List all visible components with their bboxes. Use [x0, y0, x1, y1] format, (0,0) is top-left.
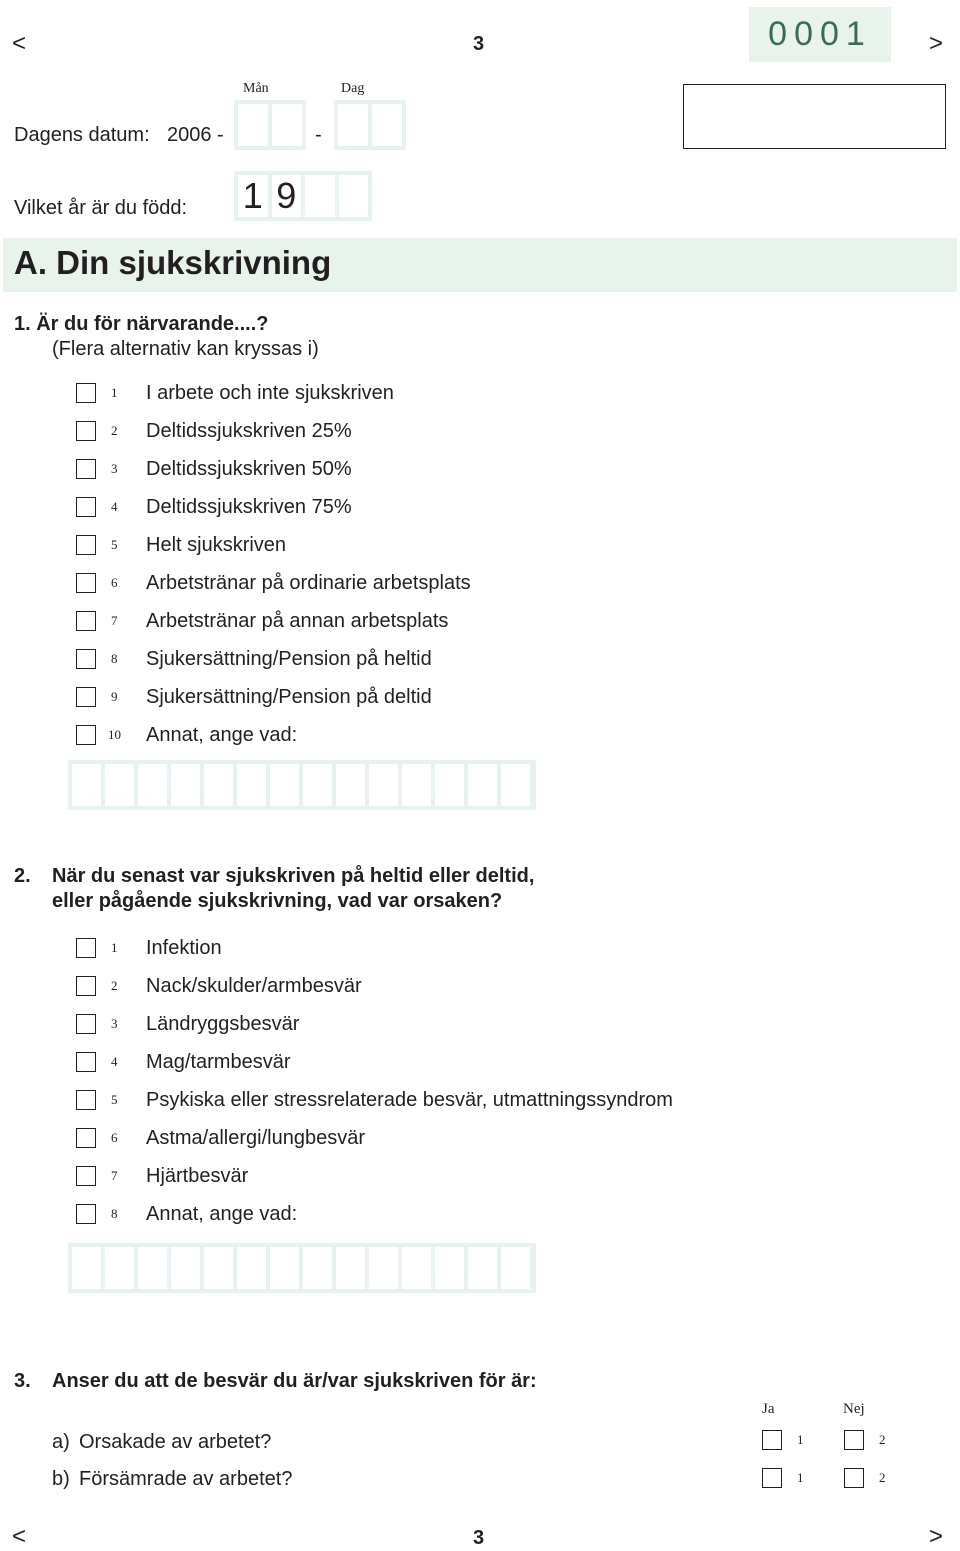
- option-label: Infektion: [146, 936, 222, 959]
- option-number: 10: [108, 727, 121, 742]
- q3b-yes-checkbox[interactable]: [762, 1468, 782, 1488]
- option-number: 9: [111, 689, 118, 704]
- footer-page-number: 3: [473, 1527, 485, 1549]
- month-caption: Mån: [243, 81, 269, 96]
- birth-digit-4[interactable]: [339, 175, 369, 217]
- footer-next-arrow[interactable]: >: [929, 1523, 944, 1550]
- letter-cell[interactable]: [369, 1247, 398, 1289]
- checkbox[interactable]: [76, 459, 96, 479]
- q2-title-line2: eller pågående sjukskrivning, vad var orsaken?: [52, 890, 503, 912]
- footer-prev-arrow[interactable]: <: [12, 1523, 27, 1550]
- letter-cell[interactable]: [138, 764, 167, 806]
- letter-cell[interactable]: [237, 1247, 266, 1289]
- option-label: Helt sjukskriven: [146, 533, 287, 556]
- q2-option[interactable]: [76, 1012, 299, 1036]
- q3a-yes-checkbox[interactable]: [762, 1430, 782, 1450]
- q1-option[interactable]: [76, 457, 352, 481]
- q3a-text: Orsakade av arbetet?: [79, 1431, 272, 1453]
- option-label: Annat, ange vad:: [146, 723, 298, 746]
- option-label: Deltidssjukskriven 25%: [146, 419, 352, 442]
- option-label: Nack/skulder/armbesvär: [146, 974, 362, 997]
- q3a-letter: a): [52, 1431, 70, 1453]
- q1-option[interactable]: [76, 533, 286, 557]
- letter-cell[interactable]: [138, 1247, 167, 1289]
- option-number: 5: [111, 537, 118, 552]
- letter-cell[interactable]: [270, 764, 299, 806]
- checkbox[interactable]: [76, 1204, 96, 1224]
- letter-cell[interactable]: [270, 1247, 299, 1289]
- checkbox[interactable]: [76, 938, 96, 958]
- birth-digit-3[interactable]: [305, 175, 335, 217]
- yes-column-label: Ja: [762, 1401, 775, 1417]
- checkbox[interactable]: [76, 421, 96, 441]
- prev-page-arrow[interactable]: <: [12, 30, 27, 57]
- q2-option[interactable]: [76, 1202, 297, 1226]
- birth-digit-1[interactable]: 1: [238, 175, 268, 217]
- month-digit-2[interactable]: [272, 104, 302, 146]
- checkbox[interactable]: [76, 535, 96, 555]
- month-input[interactable]: [234, 100, 306, 150]
- q1-option[interactable]: [76, 495, 352, 519]
- letter-cell[interactable]: [171, 764, 200, 806]
- letter-cell[interactable]: [105, 1247, 134, 1289]
- option-label: Annat, ange vad:: [146, 1202, 298, 1225]
- option-label: Mag/tarmbesvär: [146, 1050, 291, 1073]
- option-label: Sjukersättning/Pension på deltid: [146, 685, 432, 708]
- letter-cell[interactable]: [72, 1247, 101, 1289]
- checkbox[interactable]: [76, 1014, 96, 1034]
- letter-cell[interactable]: [501, 764, 530, 806]
- q3a-no-number: 2: [879, 1432, 886, 1447]
- q2-option[interactable]: [76, 1050, 291, 1074]
- checkbox[interactable]: [76, 611, 96, 631]
- option-number: 3: [111, 1016, 118, 1031]
- day-digit-2[interactable]: [372, 104, 402, 146]
- day-input[interactable]: [334, 100, 406, 150]
- checkbox[interactable]: [76, 497, 96, 517]
- option-label: Deltidssjukskriven 50%: [146, 457, 352, 480]
- letter-cell[interactable]: [369, 764, 398, 806]
- option-label: Psykiska eller stressrelaterade besvär, utmattningssyndrom: [146, 1088, 673, 1111]
- free-text-box[interactable]: [683, 84, 946, 149]
- checkbox[interactable]: [76, 725, 96, 745]
- option-label: Arbetstränar på annan arbetsplats: [146, 609, 449, 632]
- option-label: Astma/allergi/lungbesvär: [146, 1126, 365, 1149]
- q1-option[interactable]: [76, 419, 352, 443]
- letter-cell[interactable]: [204, 1247, 233, 1289]
- q3b-no-checkbox[interactable]: [844, 1468, 864, 1488]
- q1-subtitle: (Flera alternativ kan kryssas i): [52, 338, 319, 360]
- q1-option[interactable]: [76, 647, 432, 671]
- letter-cell[interactable]: [435, 764, 464, 806]
- option-number: 5: [111, 1092, 118, 1107]
- checkbox[interactable]: [76, 976, 96, 996]
- letter-cell[interactable]: [204, 764, 233, 806]
- letter-cell[interactable]: [402, 1247, 431, 1289]
- checkbox[interactable]: [76, 1052, 96, 1072]
- option-number: 4: [111, 1054, 118, 1069]
- birth-digit-2[interactable]: 9: [272, 175, 302, 217]
- option-number: 2: [111, 978, 118, 993]
- q3b-yes-number: 1: [797, 1470, 804, 1485]
- q3-number: 3.: [14, 1370, 31, 1392]
- option-number: 8: [111, 651, 118, 666]
- letter-cell[interactable]: [171, 1247, 200, 1289]
- checkbox[interactable]: [76, 383, 96, 403]
- option-number: 1: [111, 385, 118, 400]
- page-number: 3: [473, 33, 485, 55]
- checkbox[interactable]: [76, 1090, 96, 1110]
- letter-cell[interactable]: [72, 764, 101, 806]
- q2-other-input[interactable]: [68, 1243, 536, 1293]
- q2-title-line1: När du senast var sjukskriven på heltid eller deltid,: [52, 865, 535, 887]
- option-number: 2: [111, 423, 118, 438]
- q3b-text: Försämrade av arbetet?: [79, 1468, 293, 1490]
- q1-other-input[interactable]: [68, 760, 536, 810]
- q3a-yes-number: 1: [797, 1432, 804, 1447]
- letter-cell[interactable]: [468, 764, 497, 806]
- q1-option[interactable]: [76, 609, 448, 633]
- q1-option[interactable]: [76, 685, 432, 709]
- q1-option[interactable]: [76, 571, 471, 595]
- letter-cell[interactable]: [105, 764, 134, 806]
- q2-option[interactable]: [76, 1126, 365, 1150]
- date-year: 2006 -: [167, 124, 224, 146]
- q2-option[interactable]: [76, 974, 362, 998]
- q2-option[interactable]: [76, 936, 222, 960]
- no-column-label: Nej: [843, 1401, 865, 1417]
- date-label: Dagens datum:: [14, 124, 150, 146]
- letter-cell[interactable]: [336, 764, 365, 806]
- option-label: Hjärtbesvär: [146, 1164, 249, 1187]
- option-label: I arbete och inte sjukskriven: [146, 381, 394, 404]
- checkbox[interactable]: [76, 649, 96, 669]
- q1-option[interactable]: [76, 381, 394, 405]
- date-separator: -: [315, 124, 322, 146]
- option-label: Deltidssjukskriven 75%: [146, 495, 352, 518]
- letter-cell[interactable]: [303, 1247, 332, 1289]
- form-id: 0001: [749, 7, 891, 62]
- letter-cell[interactable]: [468, 1247, 497, 1289]
- letter-cell[interactable]: [336, 1247, 365, 1289]
- option-number: 6: [111, 575, 118, 590]
- option-label: Ländryggsbesvär: [146, 1012, 300, 1035]
- q3b-no-number: 2: [879, 1470, 886, 1485]
- option-number: 8: [111, 1206, 118, 1221]
- letter-cell[interactable]: [435, 1247, 464, 1289]
- checkbox[interactable]: [76, 573, 96, 593]
- q3a-no-checkbox[interactable]: [844, 1430, 864, 1450]
- option-number: 6: [111, 1130, 118, 1145]
- q3b-letter: b): [52, 1468, 70, 1490]
- day-caption: Dag: [341, 81, 365, 96]
- letter-cell[interactable]: [303, 764, 332, 806]
- birth-year-input[interactable]: [234, 171, 372, 221]
- option-number: 7: [111, 1168, 118, 1183]
- birth-year-label: Vilket år är du född:: [14, 197, 188, 219]
- letter-cell[interactable]: [237, 764, 266, 806]
- option-label: Sjukersättning/Pension på heltid: [146, 647, 432, 670]
- checkbox[interactable]: [76, 687, 96, 707]
- q2-option[interactable]: [76, 1164, 248, 1188]
- q3-title: Anser du att de besvär du är/var sjukskriven för är:: [52, 1370, 537, 1392]
- letter-cell[interactable]: [402, 764, 431, 806]
- option-number: 3: [111, 461, 118, 476]
- option-label: Arbetstränar på ordinarie arbetsplats: [146, 571, 471, 594]
- checkbox[interactable]: [76, 1128, 96, 1148]
- q1-option[interactable]: [76, 723, 297, 747]
- q1-title: 1. Är du för närvarande....?: [14, 313, 269, 335]
- option-number: 7: [111, 613, 118, 628]
- q2-option[interactable]: [76, 1088, 673, 1112]
- day-digit-1[interactable]: [338, 104, 368, 146]
- month-digit-1[interactable]: [238, 104, 268, 146]
- option-number: 4: [111, 499, 118, 514]
- checkbox[interactable]: [76, 1166, 96, 1186]
- option-number: 1: [111, 940, 118, 955]
- q2-number: 2.: [14, 865, 31, 887]
- letter-cell[interactable]: [501, 1247, 530, 1289]
- section-title: A. Din sjukskrivning: [14, 244, 332, 281]
- next-page-arrow[interactable]: >: [929, 30, 944, 57]
